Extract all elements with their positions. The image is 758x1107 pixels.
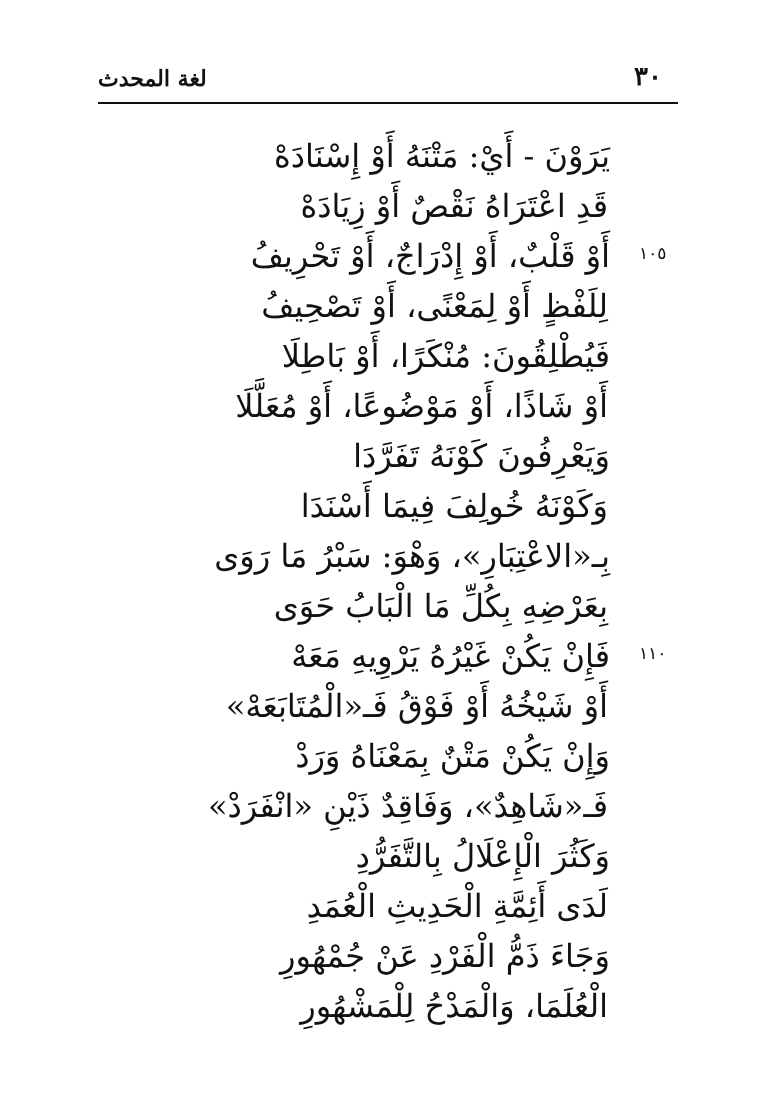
verse-line: أَوْ شَاذًا، أَوْ مَوْضُوعًا، أَوْ مُعَلَّلَا <box>235 387 608 425</box>
verse-line: فَإِنْ يَكُنْ غَيْرُهُ يَرْوِيهِ مَعَهْ <box>291 637 610 675</box>
verse-line: أَوْ شَيْخُهُ أَوْ فَوْقُ فَـ«الْمُتَابَعَهْ» <box>225 687 608 725</box>
verse-line: يَرَوْنَ - أَيْ: مَتْنَهُ أَوْ إِسْنَادَهْ <box>274 137 610 175</box>
verse-line: بِـ«الاعْتِبَارِ»، وَهْوَ: سَبْرُ مَا رَوَى <box>214 537 610 575</box>
verse-line: الْعُلَمَا، وَالْمَدْحُ لِلْمَشْهُورِ <box>300 987 608 1025</box>
verse-number: ١١٠ <box>639 644 667 664</box>
verse-line: وَيَعْرِفُونَ كَوْنَهُ تَفَرَّدَا <box>353 437 610 475</box>
verse-line: لَدَى أَئِمَّةِ الْحَدِيثِ الْعُمَدِ <box>306 887 608 925</box>
verse-number: ١٠٥ <box>639 244 667 264</box>
running-title: لغة المحدث <box>98 66 207 92</box>
verse-line: فَيُطْلِقُونَ: مُنْكَرًا، أَوْ بَاطِلَا <box>281 337 610 375</box>
verse-line: لِلَفْظٍ أَوْ لِمَعْنًى، أَوْ تَصْحِيفُ <box>261 287 608 325</box>
page-number: ٣٠ <box>634 62 662 92</box>
verse-line: وَإِنْ يَكُنْ مَتْنٌ بِمَعْنَاهُ وَرَدْ <box>295 737 610 775</box>
verse-line: بِعَرْضِهِ بِكُلِّ مَا الْبَابُ حَوَى <box>273 587 608 625</box>
verse-line: وَجَاءَ ذَمُّ الْفَرْدِ عَنْ جُمْهُورِ <box>280 937 610 975</box>
verse-line: أَوْ قَلْبٌ، أَوْ إِدْرَاجٌ، أَوْ تَحْرِيفُ <box>250 237 610 275</box>
verse-line: وَكَثُرَ الْإِعْلَالُ بِالتَّفَرُّدِ <box>355 837 610 875</box>
verse-line: وَكَوْنَهُ خُولِفَ فِيمَا أَسْنَدَا <box>300 487 608 525</box>
verse-line: فَـ«شَاهِدٌ»، وَفَاقِدٌ ذَيْنِ «انْفَرَدْ» <box>207 787 608 825</box>
verse-line: قَدِ اعْتَرَاهُ نَقْصٌ أَوْ زِيَادَهْ <box>300 187 608 225</box>
